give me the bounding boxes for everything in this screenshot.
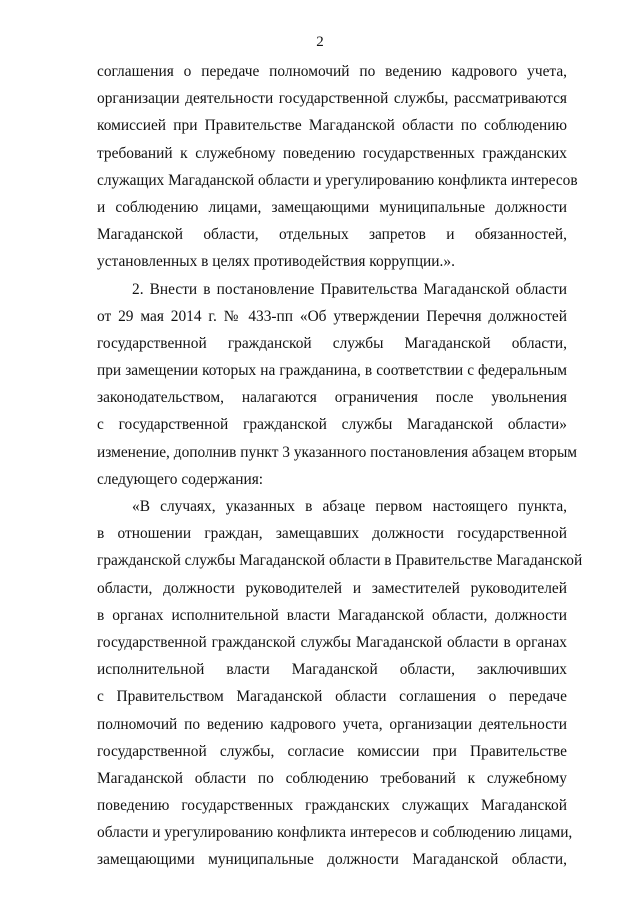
text-line: законодательством, налагаются ограничения после увольнения (97, 389, 567, 407)
paragraph-p3 (97, 493, 583, 874)
text-line: следующего содержания: (97, 470, 264, 488)
text-line: поведению государственных гражданских служащих Магаданской (97, 797, 567, 815)
text-line: комиссией при Правительстве Магаданской области по соблюдению (97, 117, 567, 135)
text-line: и соблюдению лицами, замещающими муниципальные должности (97, 198, 567, 216)
text-line: с государственной гражданской службы Магаданской области» (97, 416, 567, 434)
text-line: в отношении граждан, замещавших должности государственной (97, 525, 567, 543)
text-line: исполнительной власти Магаданской области, заключивших (97, 661, 567, 679)
text-line: соглашения о передаче полномочий по ведению кадрового учета, (97, 63, 567, 80)
text-line: Магаданской области по соблюдению требований к служебному (97, 769, 567, 787)
text-line: области и урегулированию конфликта интересов и соблюдению лицами, (97, 824, 573, 842)
text-line: «В случаях, указанных в абзаце первом настоящего пункта, (132, 498, 567, 515)
text-line: гражданской службы Магаданской области в Правительстве Магаданской (97, 552, 583, 570)
document-body (97, 58, 583, 874)
text-line: полномочий по ведению кадрового учета, организации деятельности (97, 715, 567, 733)
text-line: служащих Магаданской области и урегулированию конфликта интересов (97, 171, 578, 189)
text-line: замещающими муниципальные должности Магаданской области, (97, 851, 567, 869)
text-line: области, должности руководителей и заместителей руководителей (97, 579, 567, 597)
text-line: требований к служебному поведению государственных гражданских (97, 144, 567, 162)
text-line: установленных в целях противодействия коррупции.». (97, 253, 455, 271)
text-line: 2. Внести в постановление Правительства Магаданской области (132, 280, 567, 298)
page-number: 2 (316, 34, 324, 50)
text-line: государственной службы, согласие комиссии при Правительстве (97, 742, 567, 760)
text-line: Магаданской области, отдельных запретов и обязанностей, (97, 226, 567, 244)
text-line: организации деятельности государственной службы, рассматриваются (97, 90, 567, 108)
text-line: государственной гражданской службы Магаданской области, (97, 334, 567, 352)
text-line: от 29 мая 2014 г. № 433-пп «Об утверждении Перечня должностей (97, 307, 567, 325)
text-line: изменение, дополнив пункт 3 указанного постановления абзацем вторым (97, 443, 578, 461)
paragraph-p2 (97, 276, 578, 494)
text-line: в органах исполнительной власти Магаданской области, должности (97, 606, 567, 624)
paragraph-p1 (97, 58, 578, 276)
text-line: государственной гражданской службы Магаданской области в органах (97, 633, 567, 651)
text-line: с Правительством Магаданской области соглашения о передаче (97, 688, 567, 706)
text-line: при замещении которых на гражданина, в соответствии с федеральным (97, 362, 567, 380)
